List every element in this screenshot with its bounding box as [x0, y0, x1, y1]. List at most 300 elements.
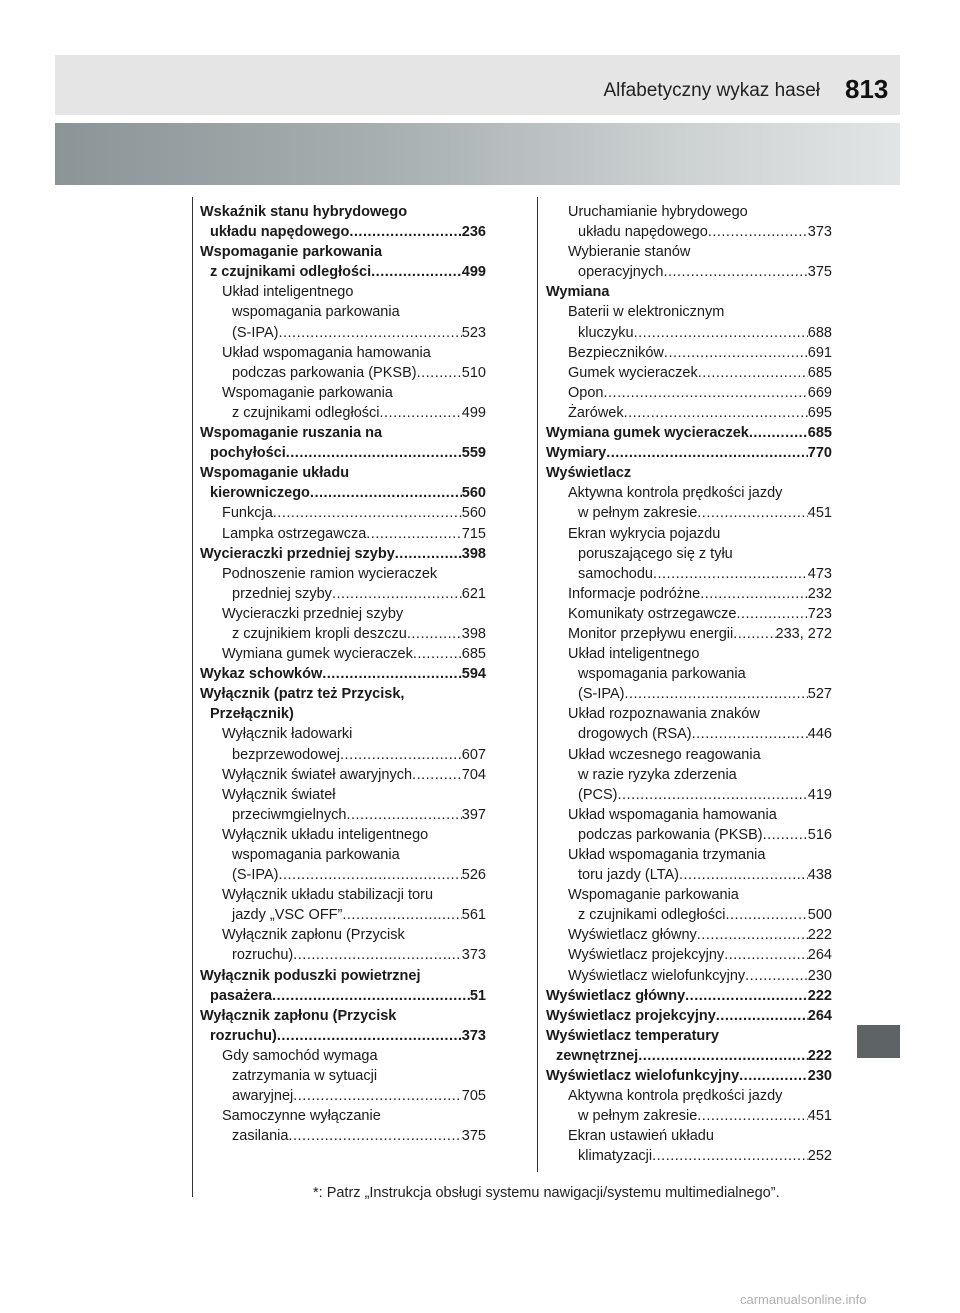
index-entry-text: Wspomaganie parkowania [222, 384, 393, 401]
index-entry [546, 443, 832, 463]
leader-dots [617, 785, 807, 805]
index-entry [200, 403, 486, 423]
index-entry-text: w pełnym zakresie [578, 1108, 698, 1125]
leader-dots [624, 403, 808, 423]
index-entry [200, 745, 486, 765]
index-entry-page: 523 [461, 324, 486, 341]
index-entry-text: Wspomaganie ruszania na [200, 425, 383, 442]
index-entry [546, 966, 832, 986]
index-entry-text: toru jazdy (LTA) [578, 867, 679, 884]
footnote: *: Patrz „Instrukcja obsługi systemu nawigacji/systemu multimedialnego”. [313, 1185, 780, 1201]
index-entry [200, 282, 486, 302]
index-entry [546, 624, 832, 644]
index-entry-text: bezprzewodowej [232, 746, 341, 763]
index-entry [200, 1126, 486, 1146]
leader-dots [413, 644, 462, 664]
index-entry [200, 1006, 486, 1026]
index-entry-page: 560 [461, 505, 486, 522]
index-entry-text: Wyświetlacz temperatury [546, 1027, 719, 1044]
leader-dots [273, 503, 462, 523]
leader-dots [310, 483, 462, 503]
leader-dots [407, 624, 462, 644]
leader-dots [697, 925, 808, 945]
index-entry-page: 264 [807, 1007, 832, 1024]
index-entry-text: z czujnikami odległości [210, 264, 372, 281]
index-entry-page: 398 [461, 625, 486, 642]
index-entry-text: Bezpieczników [568, 344, 664, 361]
index-entry [546, 282, 832, 302]
index-entry-text: Wyświetlacz wielofunkcyjny [568, 967, 746, 984]
index-entry-page: 607 [461, 746, 486, 763]
index-entry [200, 1066, 486, 1086]
index-entry-page: 526 [461, 867, 486, 884]
index-entry-text: wspomagania parkowania [232, 304, 400, 321]
leader-dots [278, 865, 461, 885]
index-entry-text: Gumek wycieraczek [568, 364, 698, 381]
index-entry-text: w pełnym zakresie [578, 505, 698, 522]
index-column-right [546, 202, 832, 1167]
index-entry-page: 723 [807, 605, 832, 622]
page-title: Alfabetyczny wykaz haseł [603, 80, 820, 101]
leader-dots [342, 905, 461, 925]
index-entry [200, 704, 486, 724]
index-entry [546, 986, 832, 1006]
index-entry [200, 885, 486, 905]
index-entry-page: 594 [461, 666, 486, 683]
index-entry [200, 765, 486, 785]
index-entry [546, 745, 832, 765]
index-entry-text: Ekran wykrycia pojazdu [568, 525, 721, 542]
index-entry-text: układu napędowego [210, 224, 350, 241]
leader-dots [739, 1066, 808, 1086]
index-entry-text: z czujnikami odległości [578, 907, 726, 924]
index-entry [200, 664, 486, 684]
index-entry-text: rozruchu) [232, 947, 294, 964]
index-entry [546, 1006, 832, 1026]
index-entry-page: 373 [461, 947, 486, 964]
index-entry [200, 242, 486, 262]
index-entry-text: Wymiana gumek wycieraczek [222, 646, 413, 663]
leader-dots [763, 825, 808, 845]
index-entry [200, 1086, 486, 1106]
index-entry [200, 383, 486, 403]
index-entry-page: 398 [461, 545, 486, 562]
index-entry-text: podczas parkowania (PKSB) [232, 364, 417, 381]
index-entry-text: Wspomaganie parkowania [200, 244, 383, 261]
index-entry-page: 516 [807, 826, 832, 843]
left-column-rule [192, 197, 193, 1197]
index-entry-page: 236 [461, 224, 486, 241]
index-entry [546, 1026, 832, 1046]
index-entry-text: Wskaźnik stanu hybrydowego [200, 204, 408, 220]
index-entry-text: pochyłości [210, 445, 286, 462]
index-entry [200, 1046, 486, 1066]
index-entry [200, 343, 486, 363]
leader-dots [724, 945, 808, 965]
leader-dots [652, 1146, 808, 1166]
index-entry-text: Wyłącznik poduszki powietrznej [200, 967, 421, 984]
index-entry-text: Układ wspomagania hamowania [222, 344, 431, 361]
index-entry-page: 397 [461, 806, 486, 823]
index-entry-text: Wyświetlacz projekcyjny [546, 1007, 716, 1024]
leader-dots [692, 724, 808, 744]
index-entry-text: Wyłącznik świateł [222, 786, 336, 803]
index-entry-page: 233, 272 [775, 625, 832, 642]
index-entry [546, 785, 832, 805]
index-entry [200, 905, 486, 925]
index-entry-text: zatrzymania w sytuacji [232, 1068, 378, 1085]
index-entry-page: 373 [807, 224, 832, 241]
leader-dots [293, 1086, 462, 1106]
leader-dots [412, 765, 462, 785]
index-entry-text: rozruchu) [210, 1027, 277, 1044]
leader-dots [697, 503, 808, 523]
index-entry-text: Samoczynne wyłączanie [222, 1108, 381, 1125]
index-entry-text: Żarówek [568, 404, 624, 421]
index-entry-text: Wycieraczki przedniej szyby [200, 545, 395, 562]
index-entry-text: Monitor przepływu energii [568, 625, 734, 642]
index-entry-text: Aktywna kontrola prędkości jazdy [568, 485, 783, 502]
leader-dots [332, 584, 462, 604]
index-entry-text: Wykaz schowków [200, 666, 323, 683]
index-entry [546, 544, 832, 564]
index-entry [200, 604, 486, 624]
index-entry-page: 419 [807, 786, 832, 803]
index-entry [546, 1086, 832, 1106]
index-entry [200, 624, 486, 644]
index-entry-page: 685 [461, 646, 486, 663]
index-entry [546, 704, 832, 724]
index-entry [200, 544, 486, 564]
index-entry-text: wspomagania parkowania [232, 847, 400, 863]
index-entry-text: Wycieraczki przedniej szyby [222, 605, 404, 622]
leader-dots [417, 363, 462, 383]
index-entry-text: awaryjnej [232, 1088, 294, 1105]
index-entry-page: 446 [807, 726, 832, 743]
index-entry [546, 262, 832, 282]
leader-dots [736, 604, 807, 624]
index-entry-page: 510 [461, 364, 486, 381]
index-entry-page: 451 [807, 1108, 832, 1125]
index-entry [200, 805, 486, 825]
index-entry-text: pasażera [210, 987, 273, 1004]
index-entry [200, 222, 486, 242]
leader-dots [716, 1006, 808, 1026]
index-entry [546, 503, 832, 523]
leader-dots [685, 986, 808, 1006]
index-entry-page: 621 [461, 585, 486, 602]
index-entry-text: jazdy „VSC OFF” [232, 907, 343, 924]
index-entry [200, 684, 486, 704]
index-entry-text: Wyświetlacz [546, 465, 632, 482]
index-entry-text: kluczyku [578, 324, 634, 341]
index-entry-page: 499 [461, 404, 486, 421]
index-entry-page: 264 [807, 947, 832, 964]
index-entry-page: 527 [807, 686, 832, 703]
leader-dots [346, 805, 461, 825]
leader-dots [278, 323, 461, 343]
leader-dots [288, 1126, 461, 1146]
leader-dots [293, 945, 462, 965]
index-entry-page: 222 [807, 1047, 832, 1064]
index-entry [200, 584, 486, 604]
index-entry-page: 252 [807, 1148, 832, 1165]
index-entry-text: Komunikaty ostrzegawcze [568, 605, 737, 622]
index-entry-text: Wymiary [546, 445, 607, 462]
index-entry-text: zewnętrznej [556, 1047, 639, 1064]
center-column-rule [537, 197, 538, 1172]
leader-dots [603, 383, 807, 403]
index-entry-text: Układ rozpoznawania znaków [568, 706, 760, 723]
index-entry-page: 375 [807, 264, 832, 281]
index-entry [546, 805, 832, 825]
index-entry-page: 451 [807, 505, 832, 522]
index-entry [546, 905, 832, 925]
index-entry-page: 473 [807, 565, 832, 582]
index-entry-page: 232 [807, 585, 832, 602]
index-entry-text: zasilania [232, 1128, 289, 1145]
leader-dots [322, 664, 462, 684]
index-entry-text: układu napędowego [578, 224, 708, 241]
index-entry [200, 966, 486, 986]
index-entry [200, 945, 486, 965]
index-entry-page: 51 [469, 987, 486, 1004]
index-entry-text: podczas parkowania (PKSB) [578, 826, 763, 843]
index-entry-text: Funkcja [222, 505, 273, 522]
index-entry-text: wspomagania parkowania [578, 666, 746, 683]
index-entry [200, 1106, 486, 1126]
index-entry-text: Aktywna kontrola prędkości jazdy [568, 1088, 783, 1105]
index-entry-page: 230 [807, 967, 832, 984]
index-entry [546, 343, 832, 363]
index-entry [546, 403, 832, 423]
section-thumb-tab [857, 1025, 900, 1058]
index-entry [546, 222, 832, 242]
index-entry [200, 564, 486, 584]
leader-dots [698, 363, 808, 383]
index-entry-text: klimatyzacji [578, 1148, 653, 1165]
index-entry-page: 373 [461, 1027, 486, 1044]
index-entry-text: w razie ryzyka zderzenia [578, 766, 737, 783]
index-entry [200, 524, 486, 544]
index-entry [546, 1046, 832, 1066]
index-entry-text: (S-IPA) [578, 686, 625, 703]
index-entry-page: 222 [807, 927, 832, 944]
leader-dots [697, 1106, 808, 1126]
index-entry-text: Układ wspomagania hamowania [568, 806, 777, 823]
index-entry-text: Informacje podróżne [568, 585, 701, 602]
index-entry [200, 363, 486, 383]
index-entry-text: Układ inteligentnego [568, 646, 700, 663]
index-entry-text: Układ wspomagania trzymania [568, 847, 766, 863]
index-entry [200, 865, 486, 885]
index-entry-text: Uruchamianie hybrydowego [568, 204, 748, 220]
index-entry [546, 302, 832, 322]
index-entry [200, 503, 486, 523]
index-entry-text: Wyłącznik ładowarki [222, 726, 353, 743]
index-entry [546, 1106, 832, 1126]
index-entry [200, 463, 486, 483]
leader-dots [733, 624, 775, 644]
index-entry-text: Układ wczesnego reagowania [568, 746, 761, 763]
leader-dots [340, 745, 462, 765]
index-entry-page: 688 [807, 324, 832, 341]
index-entry-text: Wyłącznik (patrz też Przycisk, [200, 686, 405, 703]
index-entry [546, 1066, 832, 1086]
index-entry-page: 685 [807, 425, 832, 442]
index-entry-text: Podnoszenie ramion wycieraczek [222, 565, 438, 582]
index-entry-text: Wyświetlacz wielofunkcyjny [546, 1068, 740, 1085]
index-entry [200, 302, 486, 322]
index-entry [546, 825, 832, 845]
index-entry-text: Układ inteligentnego [222, 284, 354, 301]
index-entry [546, 524, 832, 544]
index-entry-text: (S-IPA) [232, 324, 279, 341]
index-entry [546, 483, 832, 503]
index-entry [546, 323, 832, 343]
index-entry [546, 242, 832, 262]
leader-dots [725, 905, 807, 925]
index-entry-page: 230 [807, 1068, 832, 1085]
index-entry-text: Przełącznik) [210, 706, 294, 723]
index-entry-page: 715 [461, 525, 486, 542]
leader-dots [653, 564, 808, 584]
leader-dots [379, 403, 461, 423]
index-entry-text: Wymiana [546, 284, 610, 301]
index-entry-page: 669 [807, 384, 832, 401]
index-entry-text: Wyłącznik układu inteligentnego [222, 826, 429, 843]
leader-dots [286, 443, 462, 463]
leader-dots [708, 222, 808, 242]
index-entry-text: Wspomaganie parkowania [568, 887, 739, 904]
index-entry [546, 564, 832, 584]
leader-dots [366, 524, 462, 544]
index-entry-page: 770 [807, 445, 832, 462]
index-entry [546, 684, 832, 704]
index-entry [546, 925, 832, 945]
leader-dots [634, 323, 808, 343]
leader-dots [749, 423, 808, 443]
index-entry-text: Wyświetlacz główny [546, 987, 686, 1004]
index-entry [546, 423, 832, 443]
index-entry-text: (PCS) [578, 786, 618, 803]
index-entry [200, 483, 486, 503]
index-entry-text: Opon [568, 384, 604, 401]
index-entry [546, 202, 832, 222]
leader-dots [679, 865, 808, 885]
index-entry-page: 691 [807, 344, 832, 361]
leader-dots [700, 584, 808, 604]
index-entry [200, 443, 486, 463]
index-entry [200, 986, 486, 1006]
index-column-left [200, 202, 486, 1146]
index-entry-text: Gdy samochód wymaga [222, 1047, 378, 1064]
index-entry-text: przedniej szyby [232, 585, 332, 602]
index-entry-text: Wymiana gumek wycieraczek [546, 425, 749, 442]
leader-dots [395, 544, 462, 564]
watermark: carmanualsonline.info [740, 1292, 867, 1307]
index-entry-text: Wyłącznik świateł awaryjnych [222, 766, 413, 783]
index-entry [546, 363, 832, 383]
index-entry-text: z czujnikiem kropli deszczu [232, 625, 407, 642]
index-entry-text: Lampka ostrzegawcza [222, 525, 367, 542]
index-entry [546, 885, 832, 905]
index-entry-page: 222 [807, 987, 832, 1004]
index-entry-text: Wyświetlacz główny [568, 927, 697, 944]
index-entry-page: 704 [461, 766, 486, 783]
index-entry-page: 500 [807, 907, 832, 924]
index-entry-page: 499 [461, 264, 486, 281]
index-entry [200, 262, 486, 282]
index-entry [546, 865, 832, 885]
index-entry [546, 664, 832, 684]
leader-dots [606, 443, 808, 463]
index-entry [546, 724, 832, 744]
index-entry [546, 1126, 832, 1146]
index-entry [546, 604, 832, 624]
index-entry [200, 925, 486, 945]
leader-dots [663, 262, 807, 282]
leader-dots [349, 222, 461, 242]
index-entry [200, 423, 486, 443]
index-entry-text: Wyświetlacz projekcyjny [568, 947, 725, 964]
leader-dots [277, 1026, 462, 1046]
index-entry-text: Ekran ustawień układu [568, 1128, 714, 1145]
index-entry [546, 463, 832, 483]
index-entry-text: samochodu [578, 565, 653, 582]
index-entry [546, 584, 832, 604]
index-entry [546, 945, 832, 965]
index-entry-text: Wyłącznik zapłonu (Przycisk [222, 927, 405, 944]
index-entry-page: 705 [461, 1088, 486, 1105]
index-entry [546, 765, 832, 785]
index-entry [200, 845, 486, 865]
index-entry [200, 785, 486, 805]
leader-dots [745, 966, 808, 986]
page-number: 813 [845, 74, 889, 104]
index-entry-text: poruszającego się z tyłu [578, 545, 733, 562]
index-entry [200, 644, 486, 664]
index-entry-text: z czujnikami odległości [232, 404, 380, 421]
index-entry [200, 825, 486, 845]
leader-dots [272, 986, 470, 1006]
index-entry-page: 375 [461, 1128, 486, 1145]
index-entry [546, 845, 832, 865]
index-entry-page: 695 [807, 404, 832, 421]
index-entry-text: Wspomaganie układu [200, 465, 350, 482]
index-entry-text: Wybieranie stanów [568, 244, 691, 261]
index-entry [546, 644, 832, 664]
leader-dots [638, 1046, 808, 1066]
index-entry [200, 1026, 486, 1046]
index-entry-text: przeciwmgielnych [232, 806, 347, 823]
index-entry-text: Baterii w elektronicznym [568, 304, 725, 321]
index-entry-text: drogowych (RSA) [578, 726, 692, 743]
leader-dots [664, 343, 808, 363]
header-band [55, 123, 900, 185]
index-entry [546, 383, 832, 403]
leader-dots [371, 262, 462, 282]
index-entry-page: 438 [807, 867, 832, 884]
index-entry [200, 724, 486, 744]
index-entry-page: 685 [807, 364, 832, 381]
index-entry-text: Wyłącznik zapłonu (Przycisk [200, 1007, 397, 1024]
index-entry-page: 559 [461, 445, 486, 462]
index-entry-text: (S-IPA) [232, 867, 279, 884]
index-entry-text: kierowniczego [210, 485, 310, 502]
index-entry [546, 1146, 832, 1166]
index-entry [200, 323, 486, 343]
